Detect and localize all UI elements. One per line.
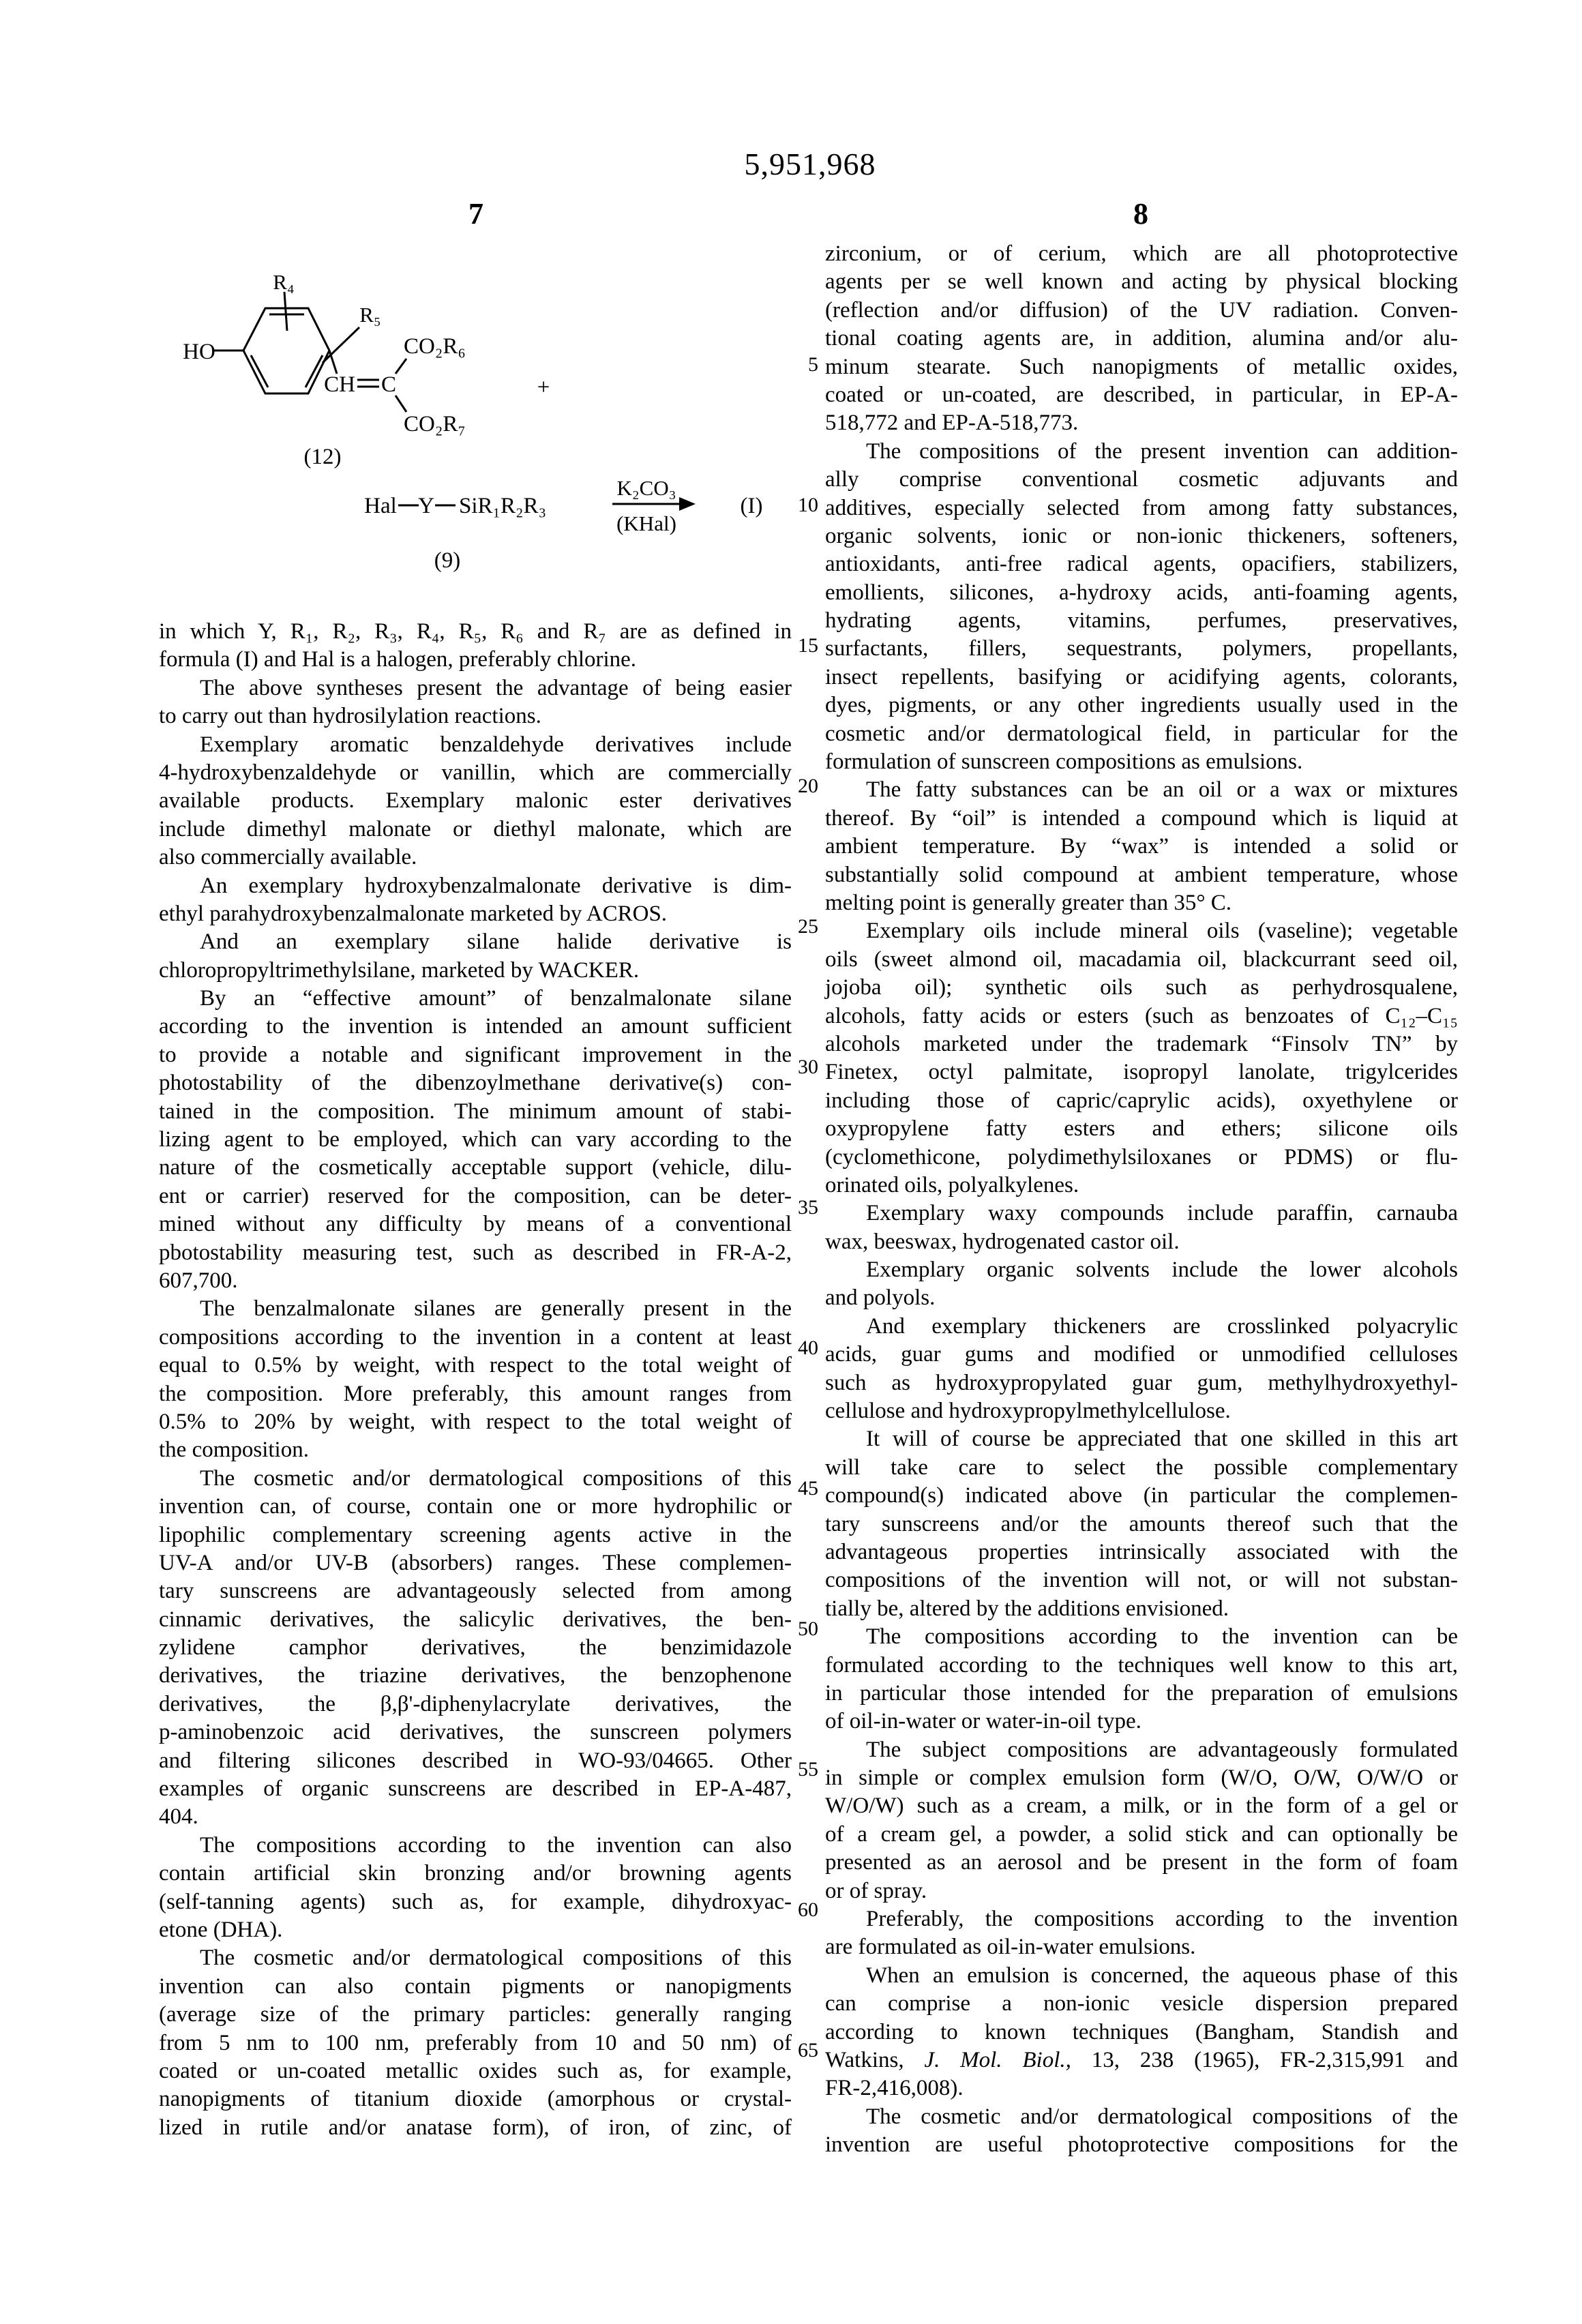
co2r6-label: CO₂R₆ [404, 334, 466, 359]
text-line [825, 550, 1458, 578]
text-run: invention can, of course, contain one or more hydrophilic or [159, 1494, 792, 1519]
text-line [825, 1708, 1458, 1735]
text-run: cinnamic derivatives, the salicylic derivatives, the ben- [159, 1607, 792, 1632]
text-line [825, 1341, 1458, 1369]
text-line [159, 1098, 792, 1126]
text-line [159, 1634, 792, 1662]
text-run: in simple or complex emulsion form (W/O, O/W, O/W/O or [825, 1766, 1458, 1791]
text-line [159, 1182, 792, 1210]
text-line [825, 1256, 1458, 1284]
text-run: Exemplary aromatic benzaldehyde derivatives include [200, 732, 792, 757]
text-run: formulation of sunscreen compositions as emulsions. [825, 749, 1303, 775]
text-line [825, 438, 1458, 466]
text-line [159, 1126, 792, 1154]
text-line [159, 1577, 792, 1605]
text-line [159, 1888, 792, 1916]
formula-12-number: (12) [303, 445, 342, 469]
text-line [159, 1606, 792, 1634]
text-run: By an “effective amount” of benzalmalonate silane [200, 986, 792, 1011]
text-run: including those of capric/caprylic acids), oxyethylene or [825, 1088, 1458, 1113]
text-line [159, 1239, 792, 1267]
text-line [159, 2029, 792, 2057]
text-run: lipophilic complementary screening agents active in the [159, 1522, 792, 1547]
text-run: the composition. More preferably, this amount ranges from [159, 1381, 792, 1406]
text-line [825, 607, 1458, 635]
text-line [825, 1877, 1458, 1905]
text-line [159, 1436, 792, 1464]
text-run: orinated oils, polyalkylenes. [825, 1172, 1079, 1197]
text-line [825, 466, 1458, 494]
text-run: 0.5% to 20% by weight, with respect to the total weight of [159, 1409, 792, 1434]
text-run: tional coating agents are, in addition, alumina and/or alu- [825, 326, 1458, 351]
text-run: (average size of the primary particles: generally ranging [159, 2002, 792, 2027]
text-run: also commercially available. [159, 845, 417, 870]
text-line [159, 1803, 792, 1831]
text-run: (self-tanning agents) such as, for example, dihydroxyac- [159, 1889, 792, 1914]
text-line [825, 1284, 1458, 1312]
text-line [825, 1962, 1458, 1990]
text-line [159, 1690, 792, 1718]
text-line [159, 1747, 792, 1775]
y-label: Y [418, 494, 434, 518]
line-number: 10 [798, 494, 818, 516]
text-line [159, 1493, 792, 1521]
chemical-formulas [164, 259, 791, 586]
text-run: equal to 0.5% by weight, with respect to the total weight of [159, 1353, 792, 1378]
text-line [159, 1041, 792, 1069]
text-run: to carry out than hydrosilylation reactions. [159, 704, 541, 729]
text-run: can comprise a non-ionic vesicle dispersion prepared [825, 1991, 1458, 2016]
text-line [159, 1832, 792, 1860]
text-line [159, 1860, 792, 1888]
text-run: are formulated as oil-in-water emulsions. [825, 1935, 1196, 1960]
text-run: alcohols, fatty acids or esters (such as benzoates of C₁₂–C₁₅ [825, 1003, 1458, 1028]
text-run: minum stearate. Such nanopigments of metallic oxides, [825, 354, 1458, 379]
text-line [159, 1352, 792, 1380]
text-run: The cosmetic and/or dermatological compositions of the [866, 2104, 1458, 2129]
line-number: 25 [798, 915, 818, 938]
text-run: Exemplary oils include mineral oils (vaseline); vegetable [866, 919, 1458, 944]
text-run: The compositions according to the invention can also [200, 1832, 792, 1858]
text-line [159, 872, 792, 900]
text-run: An exemplary hydroxybenzalmalonate derivative is dim- [200, 873, 792, 898]
r5-label: R₅ [359, 303, 381, 327]
text-run: The cosmetic and/or dermatological compositions of this [200, 1946, 792, 1971]
text-line [159, 1944, 792, 1972]
line-number: 45 [798, 1477, 818, 1500]
text-run: from 5 nm to 100 nm, preferably from 10 and 50 nm) of [159, 2030, 792, 2055]
text-line [825, 917, 1458, 945]
product-formula-number: (I) [740, 494, 763, 518]
text-line [825, 1652, 1458, 1680]
plus-sign: + [537, 375, 550, 400]
text-line [825, 1002, 1458, 1030]
text-run: antioxidants, anti-free radical agents, opacifiers, stabilizers, [825, 552, 1458, 577]
text-run: surfactants, fillers, sequestrants, polymers, propellants, [825, 636, 1458, 661]
text-line [825, 1397, 1458, 1425]
text-line [825, 240, 1458, 268]
text-run: jojoba oil); synthetic oils such as perhydrosqualene, [825, 975, 1458, 1000]
text-run: organic solvents, ionic or non-ionic thickeners, softeners, [825, 523, 1458, 548]
text-run: It will of course be appreciated that one skilled in this art [866, 1427, 1458, 1452]
text-line [159, 1718, 792, 1746]
text-line [159, 1775, 792, 1803]
text-line [159, 1662, 792, 1690]
text-run: coated or un-coated, are described, in particular, in EP-A- [825, 382, 1458, 407]
silane-label: SiR₁R₂R₃ [459, 494, 547, 518]
text-line [825, 1736, 1458, 1764]
text-run: formula (I) and Hal is a halogen, preferably chlorine. [159, 647, 637, 672]
text-run: 4-hydroxybenzaldehyde or vanillin, which are commercially [159, 760, 792, 785]
text-line [825, 1538, 1458, 1566]
reaction-scheme-9 [364, 476, 762, 573]
text-line [825, 1144, 1458, 1172]
text-run: melting point is generally greater than 35° C. [825, 890, 1232, 915]
text-line [825, 1792, 1458, 1820]
text-run: derivatives, the triazine derivatives, the benzophenone [159, 1663, 792, 1688]
text-line [825, 2103, 1458, 2131]
text-line [825, 2074, 1458, 2102]
text-run: etone (DHA). [159, 1917, 283, 1942]
text-line [159, 844, 792, 872]
hydroxyl-label: HO [183, 340, 215, 364]
text-line [825, 1454, 1458, 1482]
text-run: (cyclomethicone, polydimethylsiloxanes or PDMS) or flu- [825, 1144, 1458, 1170]
line-number: 15 [798, 634, 818, 657]
text-line [825, 1849, 1458, 1877]
text-line [825, 1680, 1458, 1708]
text-line [159, 759, 792, 787]
text-line [159, 2057, 792, 2085]
text-line [825, 2018, 1458, 2046]
text-line [825, 748, 1458, 776]
text-line [825, 1228, 1458, 1256]
text-line [825, 1933, 1458, 1961]
text-run: of oil-in-water or water-in-oil type. [825, 1709, 1141, 1734]
text-line [825, 353, 1458, 381]
text-run: coated or un-coated metallic oxides such as, for example, [159, 2058, 792, 2083]
text-line [159, 702, 792, 730]
text-run: emollients, silicones, a-hydroxy acids, anti-foaming agents, [825, 580, 1458, 605]
text-run: or of spray. [825, 1878, 927, 1903]
text-run: 518,772 and EP-A-518,773. [825, 411, 1079, 436]
text-run: tained in the composition. The minimum amount of stabi- [159, 1099, 792, 1124]
text-run: Exemplary organic solvents include the lower alcohols [866, 1257, 1458, 1283]
text-line [159, 816, 792, 844]
text-run: chloropropyltrimethylsilane, marketed by WACKER. [159, 957, 640, 983]
text-line [825, 1482, 1458, 1510]
text-run: Preferably, the compositions according to the invention [866, 1907, 1458, 1932]
text-run: oils (sweet almond oil, macadamia oil, blackcurrant seed oil, [825, 947, 1458, 972]
text-run: acids, guar gums and modified or unmodified celluloses [825, 1342, 1458, 1367]
text-line [825, 1313, 1458, 1341]
text-run: The above syntheses present the advantage of being easier [200, 675, 792, 700]
text-run: compositions of the invention will not, or will not substan- [825, 1568, 1458, 1593]
text-line [825, 1030, 1458, 1058]
text-run: pbotostability measuring test, such as described in FR-A-2, [159, 1240, 792, 1265]
text-run: invention are useful photoprotective compositions for the [825, 2132, 1458, 2158]
structure-12-drawing [183, 270, 550, 469]
text-run: dyes, pigments, or any other ingredients usually used in the [825, 693, 1458, 718]
text-run: p-aminobenzoic acid derivatives, the sunscreen polymers [159, 1720, 792, 1745]
text-line [825, 664, 1458, 691]
formula-9-number: (9) [434, 548, 461, 573]
text-line [825, 1990, 1458, 2018]
text-run: Exemplary waxy compounds include paraffin, carnauba [866, 1201, 1458, 1226]
text-line [825, 325, 1458, 353]
reagent-above-arrow: K₂CO₃ [616, 476, 676, 500]
text-run: oxypropylene fatty esters and ethers; silicone oils [825, 1116, 1458, 1142]
text-run: tary sunscreens are advantageously selected from among [159, 1579, 792, 1604]
text-run: substantially solid compound at ambient temperature, whose [825, 862, 1458, 887]
text-run: tially be, altered by the additions envisioned. [825, 1596, 1229, 1621]
text-line [825, 1595, 1458, 1623]
text-line [825, 1172, 1458, 1200]
text-run: insect repellents, basifying or acidifying agents, colorants, [825, 664, 1458, 689]
text-line [159, 2085, 792, 2113]
text-run: formulated according to the techniques well know to this art, [825, 1652, 1458, 1678]
text-line [159, 1267, 792, 1295]
text-line [825, 805, 1458, 833]
text-line [159, 1324, 792, 1352]
co2r7-label: CO₂R₇ [404, 412, 466, 436]
text-run: in which Y, R₁, R₂, R₃, R₄, R₅, R₆ and R₇ are as defined in [159, 619, 792, 644]
text-run: mined without any difficulty by means of a conventional [159, 1212, 792, 1237]
text-line [825, 297, 1458, 325]
text-line [825, 691, 1458, 719]
text-line [825, 494, 1458, 522]
text-line [159, 1549, 792, 1577]
text-run: invention can also contain pigments or nanopigments [159, 1973, 792, 1999]
line-number: 60 [798, 1898, 818, 1921]
text-line [825, 1369, 1458, 1397]
text-run: lizing agent to be employed, which can vary according to the [159, 1127, 792, 1152]
text-line [159, 1154, 792, 1182]
text-line [825, 635, 1458, 663]
text-run: alcohols marketed under the trademark “Finsolv TN” by [825, 1031, 1458, 1056]
text-line [825, 1905, 1458, 1933]
text-run: The compositions of the present invention can addition- [866, 438, 1458, 464]
text-run: ent or carrier) reserved for the composition, can be deter- [159, 1183, 792, 1208]
text-line [825, 1425, 1458, 1453]
text-line [825, 861, 1458, 889]
text-run: and polyols. [825, 1285, 936, 1311]
line-number: 50 [798, 1618, 818, 1640]
text-line [825, 1200, 1458, 1227]
text-run: according to known techniques (Bangham, Standish and [825, 2019, 1458, 2044]
text-run: hydrating agents, vitamins, perfumes, preservatives, [825, 608, 1458, 634]
text-line [825, 720, 1458, 748]
text-line [825, 1623, 1458, 1651]
text-line [825, 1566, 1458, 1594]
text-run: contain artificial skin bronzing and/or browning agents [159, 1861, 792, 1886]
text-run: nanopigments of titanium dioxide (amorphous or crystal- [159, 2087, 792, 2112]
left-column-text [159, 618, 792, 2142]
text-run: 13, 238 (1965), FR-2,315,991 and [1071, 2048, 1458, 2072]
line-number: 30 [798, 1056, 818, 1078]
text-run: And exemplary thickeners are crosslinked polyacrylic [866, 1313, 1458, 1339]
text-line [159, 1380, 792, 1408]
column-number-left: 7 [468, 197, 483, 230]
text-line [825, 2131, 1458, 2159]
c-label: C [380, 372, 397, 397]
text-run: UV-A and/or UV-B (absorbers) ranges. These complemen- [159, 1550, 792, 1575]
text-run: compound(s) indicated above (in particular the complemen- [825, 1483, 1458, 1508]
text-line [825, 381, 1458, 409]
text-line [159, 1295, 792, 1323]
text-run: such as hydroxypropylated guar gum, methylhydroxyethyl- [825, 1370, 1458, 1395]
text-run: (reflection and/or diffusion) of the UV radiation. Conven- [825, 297, 1458, 323]
text-line [159, 928, 792, 956]
text-run: of a cream gel, a powder, a solid stick and can optionally be [825, 1821, 1458, 1847]
text-line [159, 1210, 792, 1238]
text-run: FR-2,416,008). [825, 2076, 964, 2101]
line-number: 55 [798, 1758, 818, 1781]
text-run: W/O/W) such as a cream, a milk, or in the form of a gel or [825, 1793, 1458, 1819]
text-run: presented as an aerosol and be present in the form of foam [825, 1850, 1458, 1875]
text-run: Watkins, [825, 2048, 925, 2072]
line-number: 65 [798, 2039, 818, 2061]
text-run: 607,700. [159, 1268, 238, 1293]
byproduct-below-arrow: (KHal) [616, 511, 676, 535]
text-run: compositions according to the invention in a content at least [159, 1324, 792, 1350]
text-line [825, 579, 1458, 607]
text-run: wax, beeswax, hydrogenated castor oil. [825, 1229, 1180, 1254]
text-run: The cosmetic and/or dermatological compositions of this [200, 1465, 792, 1491]
text-line [825, 974, 1458, 1002]
text-line [159, 1521, 792, 1549]
text-run: include dimethyl malonate or diethyl malonate, which are [159, 816, 792, 841]
text-run: in particular those intended for the preparation of emulsions [825, 1680, 1458, 1705]
text-run: cosmetic and/or dermatological field, in particular for the [825, 721, 1458, 746]
text-run: ally comprise conventional cosmetic adjuvants and [825, 467, 1458, 492]
text-line [159, 1013, 792, 1041]
text-line [159, 2114, 792, 2142]
text-run: the composition. [159, 1437, 309, 1463]
patent-number: 5,951,968 [744, 147, 876, 181]
text-line [159, 985, 792, 1013]
text-run: ambient temperature. By “wax” is intended a solid or [825, 834, 1458, 859]
text-run: nature of the cosmetically acceptable support (vehicle, dilu- [159, 1155, 792, 1180]
text-run: The subject compositions are advantageously formulated [866, 1737, 1458, 1762]
text-line [159, 900, 792, 928]
italic-citation: J. Mol. Biol., [924, 2048, 1071, 2072]
text-line [159, 646, 792, 674]
text-line [825, 1058, 1458, 1086]
line-number: 40 [798, 1337, 818, 1359]
column-number-right: 8 [1133, 197, 1148, 230]
ch-label: CH [324, 372, 355, 397]
text-line [825, 522, 1458, 550]
text-run: zylidene camphor derivatives, the benzimidazole [159, 1635, 792, 1660]
text-run: derivatives, the β,β'-diphenylacrylate derivatives, the [159, 1691, 792, 1716]
right-column-text [825, 240, 1458, 2160]
text-line [159, 674, 792, 702]
text-line [825, 1115, 1458, 1143]
text-line [159, 618, 792, 646]
text-line [159, 731, 792, 759]
text-run: The benzalmalonate silanes are generally present in the [200, 1296, 792, 1322]
text-run: additives, especially selected from among fatty substances, [825, 495, 1458, 520]
text-run: And an exemplary silane halide derivative is [200, 929, 792, 955]
text-run: The fatty substances can be an oil or a wax or mixtures [866, 777, 1458, 803]
text-line [825, 2046, 1458, 2074]
text-line [825, 1087, 1458, 1115]
text-line [825, 776, 1458, 804]
text-run: ethyl parahydroxybenzalmalonate marketed by ACROS. [159, 901, 668, 926]
text-run: and filtering silicones described in WO-93/04665. Other [159, 1748, 792, 1773]
text-line [159, 957, 792, 985]
hal-label: Hal [364, 494, 397, 518]
text-run: zirconium, or of cerium, which are all photoprotective [825, 241, 1458, 266]
text-run: When an emulsion is concerned, the aqueous phase of this [866, 1963, 1458, 1988]
text-line [825, 1764, 1458, 1792]
text-run: advantageous properties intrinsically associated with the [825, 1539, 1458, 1564]
text-line [825, 1510, 1458, 1538]
text-run: will take care to select the possible complementary [825, 1455, 1458, 1480]
text-run: according to the invention is intended an amount sufficient [159, 1014, 792, 1039]
text-line [825, 409, 1458, 437]
text-line [159, 1465, 792, 1493]
text-run: cellulose and hydroxypropylmethylcellulose. [825, 1399, 1231, 1424]
text-run: 404. [159, 1804, 198, 1830]
text-run: agents per se well known and acting by physical blocking [825, 269, 1458, 295]
arrow-head [679, 497, 696, 511]
r4-label: R₄ [273, 270, 295, 294]
line-number: 5 [808, 353, 818, 376]
text-run: The compositions according to the invention can be [866, 1624, 1458, 1650]
text-run: tary sunscreens and/or the amounts thereof such that the [825, 1511, 1458, 1536]
text-line [825, 1821, 1458, 1849]
line-number: 20 [798, 775, 818, 797]
text-run: to provide a notable and significant improvement in the [159, 1042, 792, 1067]
text-line [159, 1916, 792, 1944]
text-run: photostability of the dibenzoylmethane derivative(s) con- [159, 1071, 792, 1096]
text-line [825, 833, 1458, 861]
text-line [159, 2001, 792, 2029]
text-line [159, 1408, 792, 1436]
text-run: Finetex, octyl palmitate, isopropyl lanolate, trigylcerides [825, 1060, 1458, 1085]
text-line [825, 946, 1458, 974]
line-number: 35 [798, 1196, 818, 1219]
text-line [825, 889, 1458, 917]
text-run: lized in rutile and/or anatase form), of iron, of zinc, of [159, 2115, 792, 2140]
text-line [159, 1973, 792, 2001]
text-line [159, 1069, 792, 1097]
text-line [825, 268, 1458, 296]
text-run: thereof. By “oil” is intended a compound which is liquid at [825, 805, 1458, 831]
text-line [159, 787, 792, 815]
text-run: available products. Exemplary malonic ester derivatives [159, 788, 792, 814]
text-run: examples of organic sunscreens are described in EP-A-487, [159, 1776, 792, 1802]
